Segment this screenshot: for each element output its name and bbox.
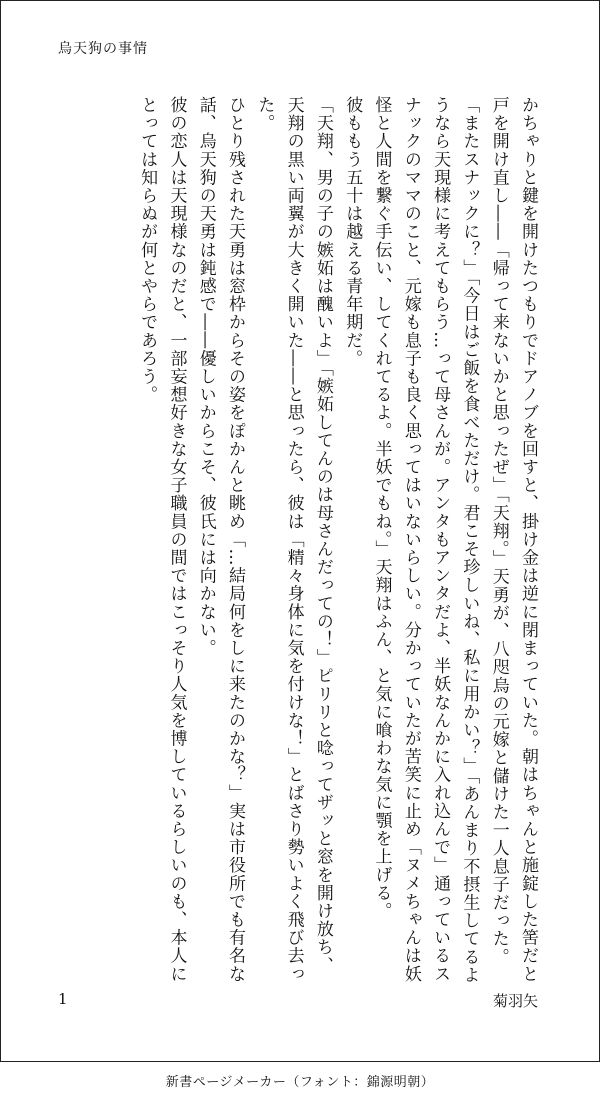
vertical-body-text [42,96,542,986]
running-title: 烏天狗の事情 [58,41,148,57]
paragraph: 彼の恋人は天現様なのだと、一部妄想好きな女子職員の間ではこっそり人気を博しているらしいのも、本人にとっては知らぬが何とやらであろう。 [137,96,187,983]
paragraph: 「天翔、男の子の嫉妬は醜いよ」「嫉妬してんのは母さんだっての！」ピリリと唸ってザッと窓を開け放ち、天翔の黒い両翼が大きく開いた――と思ったら、彼は「精々身体に気を付けな！」とばさり勢いよく飛び去った。 [254,96,333,983]
paragraph: 彼ももう五十は越える青年期だ。 [342,96,363,368]
paragraph: 「またスナックに？」「今日はご飯を食べただけ。君こそ珍しいね、私に用かい？」「あんまり不摂生してるようなら天現様に考えてもらう…って母さんが。アンタもアンタだよ、半妖なんかに入れ込んで」通っているスナックのママのこと、元嫁も息子も良く思ってはいないらしい。分かっていたが苦笑に止め「ヌメちゃんは妖怪と人間を繋ぐ手伝い、してくれてるよ。半妖でもね。」天翔はふん、と気に喰わな気に顎を上げる。 [371,96,480,984]
paragraph: ひとり残された天勇は窓枠からその姿をぽかんと眺め「…結局何をしに来たのかな？」実は市役所でも有名な話、烏天狗の天勇は鈍感で――優しいからこそ、彼氏には向かない。 [195,96,246,983]
page-number: 1 [58,990,68,1008]
paragraph: かちゃりと鍵を開けたつもりでドアノブを回すと、掛け金は逆に閉まっていた。朝はちゃんと施錠した筈だと戸を開け直し――「帰って来ないかと思ったぜ」「天翔。」天勇が、八咫烏の元嫁と儲けた一人息子だった。 [488,96,538,983]
author-name: 菊羽矢 [492,992,538,1010]
generator-credit: 新書ページメーカー（フォント：錦源明朝） [165,1075,435,1090]
